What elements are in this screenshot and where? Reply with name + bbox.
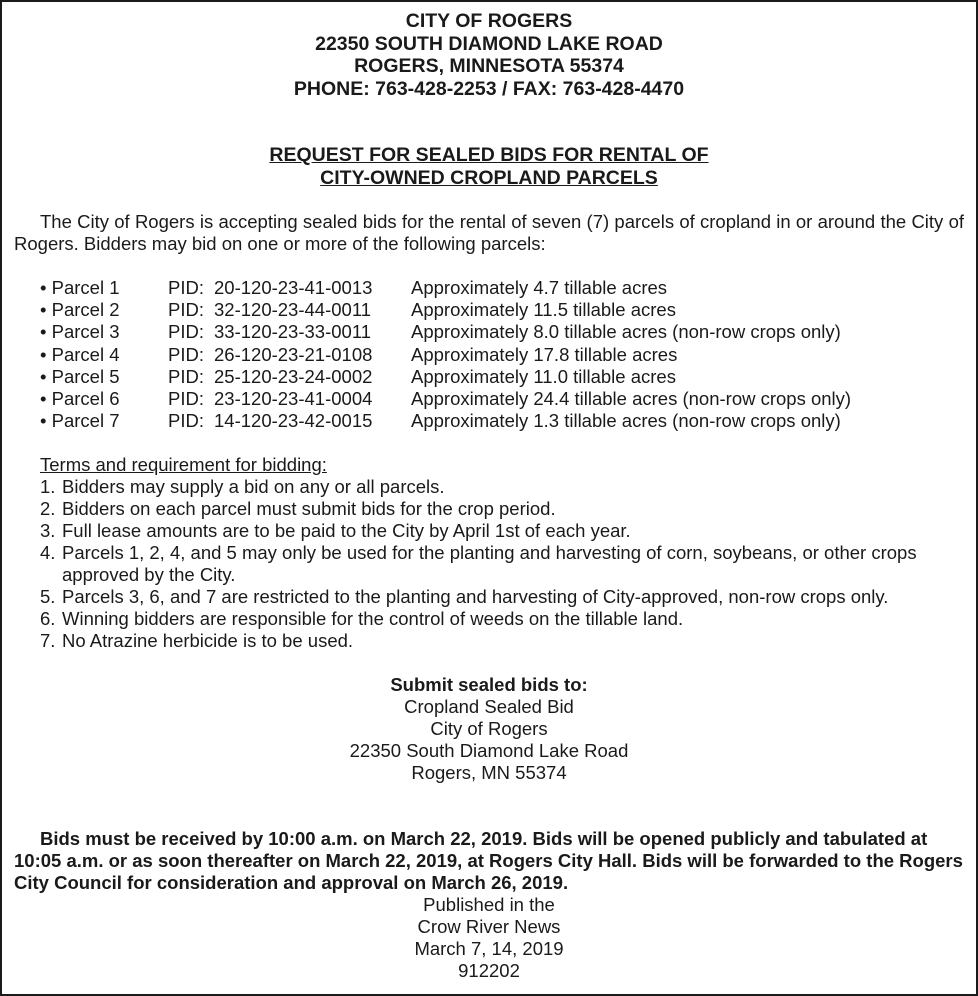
term-number: 7. <box>40 630 56 652</box>
publication-line: Crow River News <box>417 916 561 938</box>
city-state-zip: ROGERS, MINNESOTA 55374 <box>354 55 624 77</box>
term-number: 5. <box>40 586 56 608</box>
parcel-label: • Parcel 3 <box>40 321 120 343</box>
publication-info <box>14 894 964 982</box>
term-number: 3. <box>40 520 56 542</box>
deadline-notice: Bids must be received by 10:00 a.m. on March 22, 2019. Bids will be opened publicly and tabulated at 10:05 a.m. or as soon thereafter on March 22, 2019, at Rogers City Hall. Bids will be forwarded to the Rogers City Council for consideration and approval on March 26, 2019. <box>14 828 963 894</box>
title-line-1: REQUEST FOR SEALED BIDS FOR RENTAL OF <box>269 144 709 166</box>
submit-line: Rogers, MN 55374 <box>411 762 567 784</box>
term-item <box>40 586 964 608</box>
pid-label: PID: <box>168 321 204 343</box>
pid-label: PID: <box>168 365 204 387</box>
parcel-label: • Parcel 4 <box>40 343 120 365</box>
pid-label: PID: <box>168 387 204 409</box>
pid-number: 20-120-23-41-0013 <box>214 277 373 298</box>
term-number: 6. <box>40 608 56 630</box>
notice-title <box>14 144 964 189</box>
parcel-list <box>40 277 964 432</box>
term-text: No Atrazine herbicide is to be used. <box>62 630 354 652</box>
term-item <box>40 498 964 520</box>
parcel-label: • Parcel 7 <box>40 410 120 432</box>
publication-line: Published in the <box>423 894 555 916</box>
term-item <box>40 520 964 542</box>
parcel-row <box>40 321 964 343</box>
parcel-row <box>40 366 964 388</box>
parcel-label: • Parcel 5 <box>40 365 120 387</box>
parcel-row <box>40 344 964 366</box>
parcel-label: • Parcel 2 <box>40 299 120 321</box>
title-line-2: CITY-OWNED CROPLAND PARCELS <box>320 166 658 189</box>
pid-number: 33-120-23-33-0011 <box>214 321 372 343</box>
pid-label: PID: <box>168 277 204 298</box>
intro-paragraph: The City of Rogers is accepting sealed bids for the rental of seven (7) parcels of cropland in or around the City of Rogers. Bidders may bid on one or more of the following parcels: <box>14 211 964 254</box>
term-text: Winning bidders are responsible for the control of weeds on the tillable land. <box>62 608 684 630</box>
pid-number: 25-120-23-24-0002 <box>214 365 373 387</box>
submit-line: City of Rogers <box>430 718 548 740</box>
pid-label: PID: <box>168 410 204 432</box>
parcel-row <box>40 299 964 321</box>
parcel-row <box>40 277 964 299</box>
submit-heading: Submit sealed bids to: <box>390 674 588 696</box>
term-number: 2. <box>40 498 56 520</box>
pid-label: PID: <box>168 299 204 321</box>
parcel-row <box>40 410 964 432</box>
pid-number: 14-120-23-42-0015 <box>214 410 373 432</box>
parcel-label: • Parcel 1 <box>40 277 120 298</box>
term-item <box>40 542 964 586</box>
pid-number: 26-120-23-21-0108 <box>214 343 373 365</box>
parcel-acreage: Approximately 17.8 tillable acres <box>411 343 678 365</box>
submit-address-block <box>14 674 964 784</box>
term-text: Bidders on each parcel must submit bids for the crop period. <box>62 498 556 520</box>
term-item <box>40 608 964 630</box>
submit-line: 22350 South Diamond Lake Road <box>349 740 629 762</box>
parcel-acreage: Approximately 8.0 tillable acres (non-row crops only) <box>411 321 841 343</box>
letterhead <box>14 10 964 100</box>
term-item <box>40 630 964 652</box>
term-number: 1. <box>40 476 56 498</box>
parcel-acreage: Approximately 4.7 tillable acres <box>411 277 668 298</box>
street-address: 22350 SOUTH DIAMOND LAKE ROAD <box>315 32 663 55</box>
phone-fax: PHONE: 763-428-2253 / FAX: 763-428-4470 <box>293 77 685 100</box>
term-item <box>40 476 964 498</box>
parcel-row <box>40 388 964 410</box>
term-text: Parcels 3, 6, and 7 are restricted to the planting and harvesting of City-approved, non-row crops only. <box>62 586 889 608</box>
term-text: Bidders may supply a bid on any or all parcels. <box>62 476 445 498</box>
parcel-acreage: Approximately 11.0 tillable acres <box>411 365 676 387</box>
parcel-acreage: Approximately 1.3 tillable acres (non-row crops only) <box>411 410 841 432</box>
term-text: Parcels 1, 2, 4, and 5 may only be used for the planting and harvesting of corn, soybeans, or other crops approved by the City. <box>62 542 917 586</box>
pid-number: 32-120-23-44-0011 <box>214 299 372 321</box>
parcel-acreage: Approximately 24.4 tillable acres (non-row crops only) <box>411 387 852 409</box>
terms-list <box>40 476 964 652</box>
publication-dates: March 7, 14, 2019 <box>414 938 564 960</box>
pid-label: PID: <box>168 343 204 365</box>
city-name: CITY OF ROGERS <box>405 10 573 32</box>
term-number: 4. <box>40 542 56 564</box>
submit-line: Cropland Sealed Bid <box>404 696 574 718</box>
pid-number: 23-120-23-41-0004 <box>214 387 373 409</box>
publication-id: 912202 <box>458 960 520 982</box>
parcel-acreage: Approximately 11.5 tillable acres <box>411 299 676 321</box>
term-text: Full lease amounts are to be paid to the City by April 1st of each year. <box>62 520 631 542</box>
parcel-label: • Parcel 6 <box>40 387 120 409</box>
terms-heading: Terms and requirement for bidding: <box>40 454 327 476</box>
